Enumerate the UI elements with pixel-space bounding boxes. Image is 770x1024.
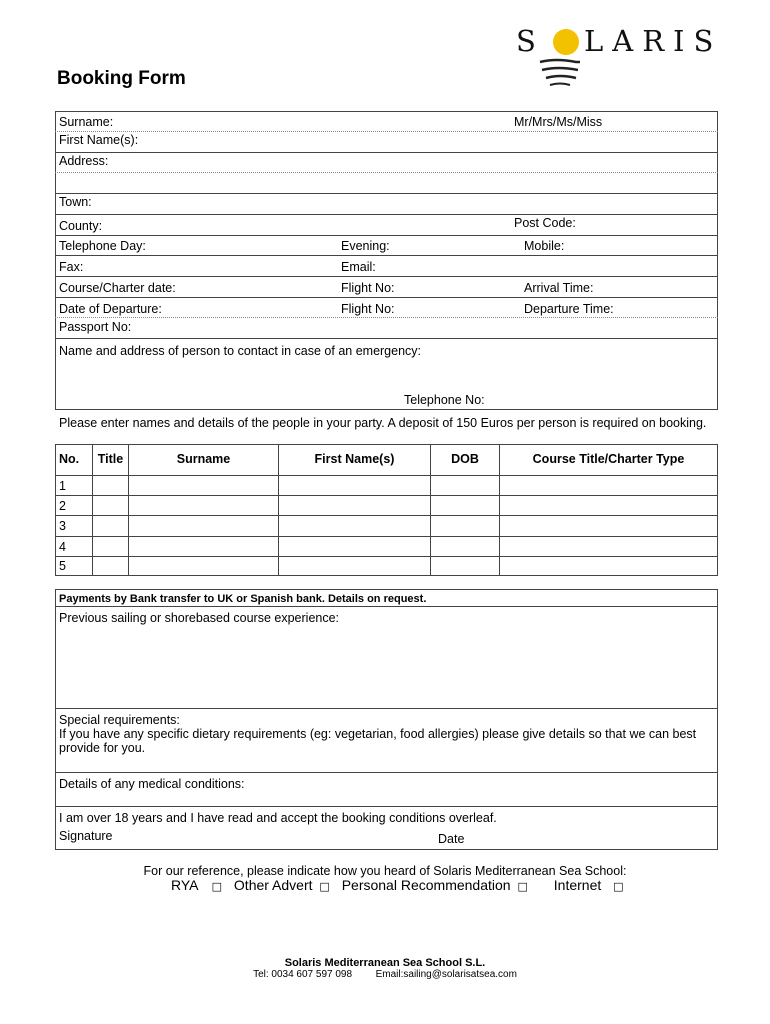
option-other-advert-label: Other Advert <box>233 877 313 893</box>
column-first-names: First Name(s) <box>314 452 395 466</box>
option-internet-checkbox[interactable]: □ <box>613 880 624 893</box>
reference-options <box>171 877 624 893</box>
address-label: Address: <box>59 154 109 168</box>
table-row-number: 3 <box>59 519 66 533</box>
reference-prompt: For our reference, please indicate how you heard of Solaris Mediterranean Sea School: <box>143 864 627 878</box>
column-dob: DOB <box>451 452 479 466</box>
table-row-number: 5 <box>59 559 66 573</box>
party-intro: Please enter names and details of the people in your party. A deposit of 150 Euros per person is required on booking. <box>59 416 707 430</box>
departure-date-label: Date of Departure: <box>59 302 162 316</box>
town-label: Town: <box>59 195 92 209</box>
departure-flight-label: Flight No: <box>341 302 395 316</box>
sun-icon <box>553 29 579 55</box>
declaration-text: I am over 18 years and I have read and accept the booking conditions overleaf. <box>59 811 497 825</box>
medical-label: Details of any medical conditions: <box>59 777 245 791</box>
table-row-number: 2 <box>59 499 66 513</box>
special-requirements-text: If you have any specific dietary requirements (eg: vegetarian, food allergies) please give details so that we can best provide for you. <box>59 727 697 755</box>
column-title: Title <box>97 452 124 466</box>
option-rya-checkbox[interactable]: □ <box>211 880 223 893</box>
footer-company: Solaris Mediterranean Sea School S.L. <box>284 957 486 969</box>
arrival-time-label: Arrival Time: <box>524 281 594 295</box>
arrival-flight-label: Flight No: <box>341 281 395 295</box>
solaris-logo <box>512 24 723 94</box>
signature-label: Signature <box>59 829 113 843</box>
mobile-label: Mobile: <box>524 239 565 253</box>
table-row-number: 4 <box>59 540 66 554</box>
payment-note: Payments by Bank transfer to UK or Spanish bank. Details on request. <box>59 593 427 605</box>
fax-label: Fax: <box>59 260 84 274</box>
passport-label: Passport No: <box>59 320 132 334</box>
page-title: Booking Form <box>57 68 186 89</box>
surname-label: Surname: <box>59 115 114 129</box>
option-other-advert-checkbox[interactable]: □ <box>319 880 330 893</box>
email-label: Email: <box>341 260 376 274</box>
logo-letter-s: S <box>516 24 545 58</box>
evening-label: Evening: <box>341 239 390 253</box>
course-date-label: Course/Charter date: <box>59 281 176 295</box>
post-code-label: Post Code: <box>514 216 576 230</box>
footer-tel: Tel: 0034 607 597 098 <box>253 969 353 980</box>
option-personal-recommendation-checkbox[interactable]: □ <box>517 880 528 893</box>
option-personal-recommendation-label: Personal Recommendation <box>341 877 511 893</box>
footer-email: Email:sailing@solarisatsea.com <box>375 969 517 980</box>
special-requirements-heading: Special requirements: <box>59 713 180 727</box>
emergency-label: Name and address of person to contact in case of an emergency: <box>59 344 422 358</box>
telephone-day-label: Telephone Day: <box>59 239 146 253</box>
table-row-number: 1 <box>59 479 66 493</box>
logo-letters: LARIS <box>584 24 723 58</box>
column-surname: Surname <box>176 452 231 466</box>
first-names-label: First Name(s): <box>59 133 139 147</box>
option-internet-label: Internet <box>553 877 602 893</box>
option-rya-label: RYA <box>171 877 198 893</box>
date-label: Date <box>438 832 465 846</box>
title-options-label: Mr/Mrs/Ms/Miss <box>514 115 603 129</box>
experience-label: Previous sailing or shorebased course experience: <box>59 611 340 625</box>
column-no: No. <box>59 452 80 466</box>
waves-icon <box>536 58 584 90</box>
departure-time-label: Departure Time: <box>524 302 614 316</box>
footer-contact <box>0 969 770 980</box>
column-course-type: Course Title/Charter Type <box>532 452 685 466</box>
emergency-phone-label: Telephone No: <box>404 393 485 407</box>
county-label: County: <box>59 219 103 233</box>
